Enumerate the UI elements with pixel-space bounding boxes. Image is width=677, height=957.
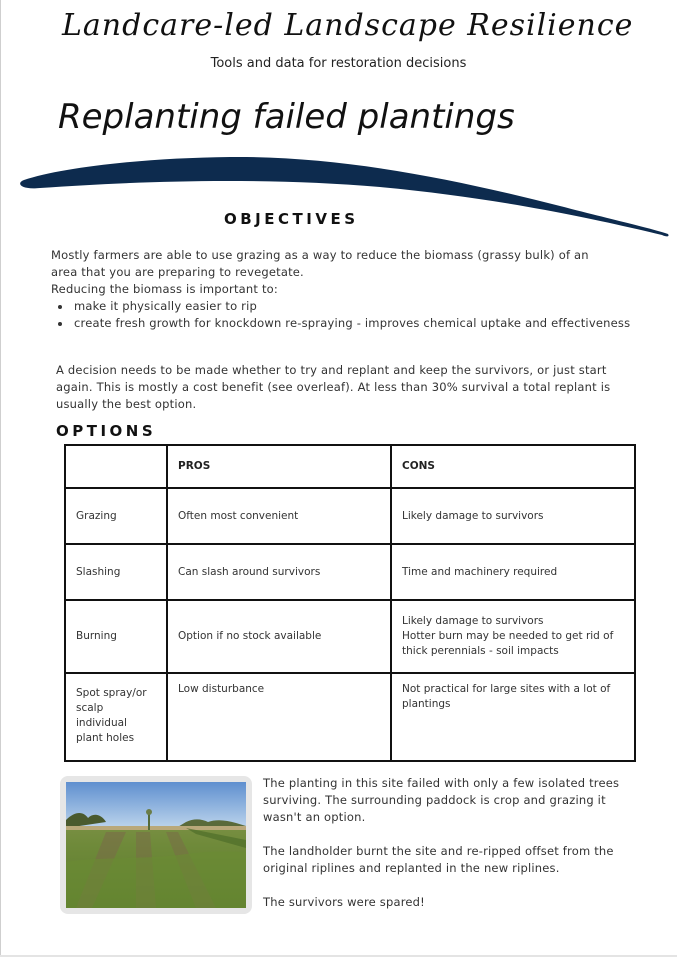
- site-photo-frame: [60, 776, 252, 914]
- page-subtitle: Tools and data for restoration decisions: [210, 56, 467, 71]
- case-study-caption: [263, 775, 643, 928]
- caption-paragraph: The landholder burnt the site and re-ripped offset from the original riplines and replanted in the new riplines.: [263, 844, 614, 875]
- pros-cell: Option if no stock available: [167, 600, 391, 673]
- method-cell: Grazing: [65, 488, 167, 544]
- list-item: • create fresh growth for knockdown re-spraying - improves chemical uptake and effectiveness: [72, 315, 632, 332]
- column-header: PROS: [167, 445, 391, 488]
- table-row: [65, 488, 635, 544]
- biomass-reasons-list: [58, 298, 632, 332]
- column-header: [65, 445, 167, 488]
- decision-paragraph: A decision needs to be made whether to try and replant and keep the survivors, or just start again. This is mostly a cost benefit (see overleaf). At less than 30% survival a total replant is usually the best option.: [56, 363, 611, 411]
- caption-paragraph: The planting in this site failed with only a few isolated trees surviving. The surrounding paddock is crop and grazing it wasn't an option.: [263, 776, 620, 824]
- list-item: • make it physically easier to rip: [72, 298, 632, 315]
- caption-paragraph: The survivors were spared!: [263, 895, 425, 909]
- method-cell: Spot spray/or scalp individual plant holes: [65, 673, 167, 761]
- pros-cell: Low disturbance: [167, 673, 391, 761]
- table-header-row: [65, 445, 635, 488]
- method-cell: Burning: [65, 600, 167, 673]
- cons-cell: Likely damage to survivors Hotter burn may be needed to get rid of thick perennials - soil impacts: [391, 600, 635, 673]
- objectives-heading: OBJECTIVES: [224, 210, 359, 228]
- options-table: [64, 444, 636, 762]
- site-photo: [66, 782, 246, 908]
- pros-cell: Can slash around survivors: [167, 544, 391, 600]
- method-cell: Slashing: [65, 544, 167, 600]
- table-row: [65, 544, 635, 600]
- page-title: Replanting failed plantings: [58, 97, 515, 137]
- table-row: [65, 673, 635, 761]
- options-heading: OPTIONS: [56, 422, 157, 440]
- brand-title: Landcare-led Landscape Resilience: [62, 8, 634, 43]
- intro-line: Reducing the biomass is important to:: [51, 282, 278, 296]
- cons-cell: Likely damage to survivors: [391, 488, 635, 544]
- objectives-intro: [51, 247, 631, 298]
- intro-line: Mostly farmers are able to use grazing as a way to reduce the biomass (grassy bulk) of an: [51, 248, 589, 262]
- cons-cell: Not practical for large sites with a lot of plantings: [391, 673, 635, 761]
- pros-cell: Often most convenient: [167, 488, 391, 544]
- intro-line: area that you are preparing to revegetate.: [51, 265, 304, 279]
- table-row: [65, 600, 635, 673]
- column-header: CONS: [391, 445, 635, 488]
- cons-cell: Time and machinery required: [391, 544, 635, 600]
